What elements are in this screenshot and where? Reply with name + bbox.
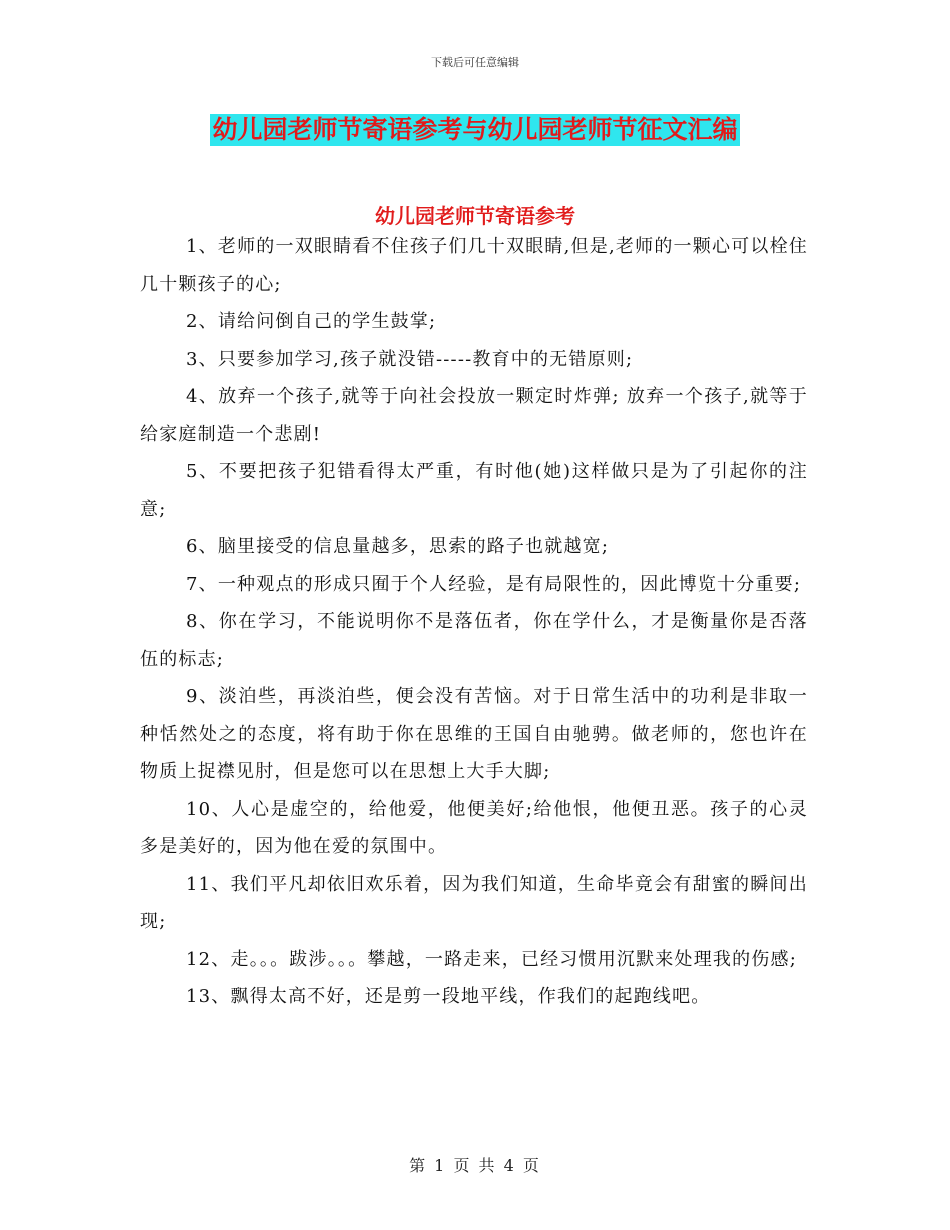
paragraph: 9、淡泊些，再淡泊些，便会没有苦恼。对于日常生活中的功利是非取一种恬然处之的态度，将有助于你在思维的王国自由驰骋。做老师的，您也许在物质上捉襟见肘，但是您可以在思想上大手大脚; <box>140 686 808 782</box>
paragraph: 6、脑里接受的信息量越多，思索的路子也就越宽; <box>186 536 610 557</box>
paragraph: 12、走。。。跋涉。。。攀越，一路走来，已经习惯用沉默来处理我的伤感; <box>186 948 797 970</box>
paragraph: 13、飘得太高不好，还是剪一段地平线，作我们的起跑线吧。 <box>186 986 711 1007</box>
main-title-container <box>0 114 950 146</box>
paragraph: 11、我们平凡却依旧欢乐着，因为我们知道，生命毕竟会有甜蜜的瞬间出现; <box>140 873 808 932</box>
document-body <box>140 228 808 1016</box>
section-title: 幼儿园老师节寄语参考 <box>375 204 575 228</box>
paragraph: 3、只要参加学习,孩子就没错-----教育中的无错原则; <box>186 348 634 370</box>
main-title: 幼儿园老师节寄语参考与幼儿园老师节征文汇编 <box>212 115 738 144</box>
paragraph: 5、不要把孩子犯错看得太严重，有时他(她)这样做只是为了引起你的注意; <box>140 461 808 520</box>
paragraph: 10、人心是虚空的，给他爱，他便美好;给他恨，他便丑恶。孩子的心灵多是美好的，因为他在爱的氛围中。 <box>140 798 808 857</box>
paragraph: 4、放弃一个孩子,就等于向社会投放一颗定时炸弹; 放弃一个孩子,就等于给家庭制造一个悲剧! <box>140 386 808 445</box>
header-note: 下载后可任意编辑 <box>431 56 519 69</box>
paragraph: 2、请给问倒自己的学生鼓掌; <box>186 311 437 332</box>
paragraph: 7、一种观点的形成只囿于个人经验，是有局限性的，因此博览十分重要; <box>186 573 802 595</box>
paragraph: 1、老师的一双眼睛看不住孩子们几十双眼睛,但是,老师的一颗心可以栓住几十颗孩子的心; <box>140 236 808 295</box>
paragraph: 8、你在学习，不能说明你不是落伍者，你在学什么，才是衡量你是否落伍的标志; <box>140 611 808 670</box>
page-footer: 第 1 页 共 4 页 <box>409 1156 541 1175</box>
